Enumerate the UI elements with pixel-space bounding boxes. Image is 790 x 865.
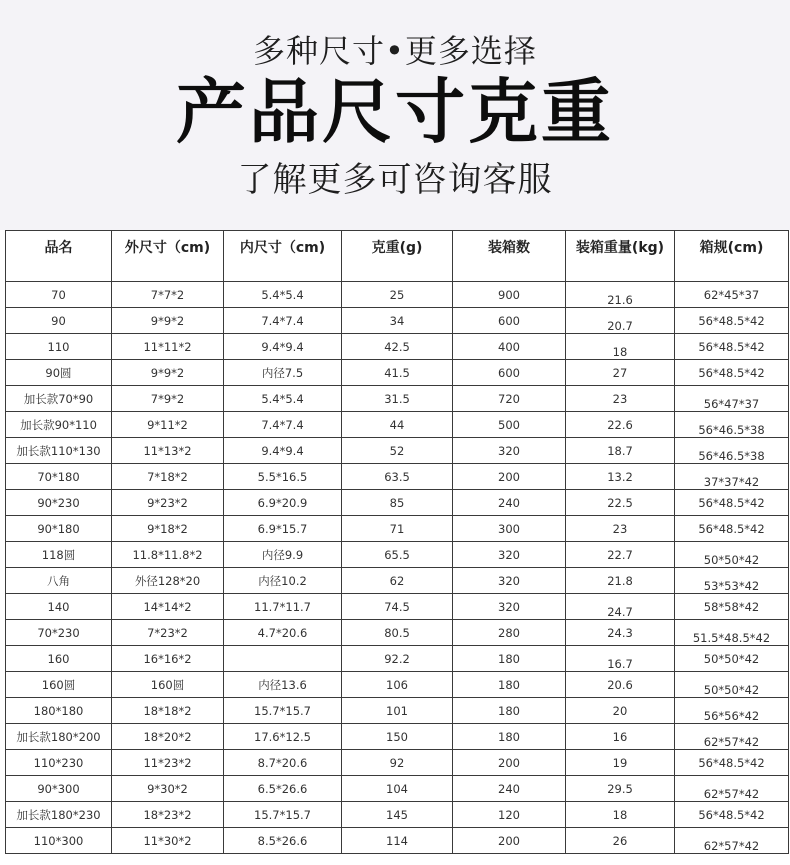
cell-box-quantity: 200 [453,464,566,490]
cell-outer-size: 11*13*2 [112,438,224,464]
cell-box-quantity: 320 [453,568,566,594]
cell-weight: 150 [342,724,453,750]
cell-box-quantity: 180 [453,724,566,750]
cell-box-size: 56*47*37 [675,386,789,412]
cell-box-quantity: 300 [453,516,566,542]
cell-outer-size: 7*18*2 [112,464,224,490]
cell-weight: 65.5 [342,542,453,568]
cell-box-weight: 22.7 [566,542,675,568]
cell-box-weight: 23 [566,516,675,542]
cell-box-quantity: 600 [453,360,566,386]
table-row [6,802,789,828]
cell-weight: 44 [342,412,453,438]
cell-box-quantity: 200 [453,828,566,854]
cell-product-name: 90*300 [6,776,112,802]
table-row [6,308,789,334]
cell-product-name: 加长款180*230 [6,802,112,828]
cell-inner-size: 5.5*16.5 [224,464,342,490]
table-row [6,828,789,854]
column-header-weight: 克重(g) [342,231,453,282]
cell-box-weight: 20 [566,698,675,724]
cell-box-size: 56*48.5*42 [675,308,789,334]
table-row [6,282,789,308]
cell-product-name: 加长款70*90 [6,386,112,412]
cell-inner-size: 7.4*7.4 [224,412,342,438]
header-subtitle-top: 多种尺寸•更多选择 [253,32,537,70]
size-weight-table [5,230,789,854]
cell-box-weight: 21.8 [566,568,675,594]
cell-weight: 42.5 [342,334,453,360]
cell-product-name: 110 [6,334,112,360]
cell-product-name: 加长款110*130 [6,438,112,464]
cell-box-size: 62*57*42 [675,828,789,854]
cell-outer-size: 16*16*2 [112,646,224,672]
cell-product-name: 160 [6,646,112,672]
cell-outer-size: 7*7*2 [112,282,224,308]
table-body [6,282,789,854]
cell-box-weight: 24.3 [566,620,675,646]
cell-box-quantity: 180 [453,698,566,724]
cell-box-quantity: 320 [453,438,566,464]
table-row [6,776,789,802]
table-row [6,750,789,776]
cell-inner-size: 6.5*26.6 [224,776,342,802]
cell-product-name: 八角 [6,568,112,594]
cell-box-quantity: 400 [453,334,566,360]
cell-box-size: 56*48.5*42 [675,516,789,542]
cell-box-size: 50*50*42 [675,646,789,672]
table-row [6,620,789,646]
table-row [6,594,789,620]
cell-inner-size: 5.4*5.4 [224,282,342,308]
cell-box-size: 56*48.5*42 [675,334,789,360]
cell-inner-size [224,646,342,672]
cell-weight: 80.5 [342,620,453,646]
cell-box-weight: 20.7 [566,308,675,334]
cell-outer-size: 9*11*2 [112,412,224,438]
cell-box-weight: 18 [566,802,675,828]
cell-box-quantity: 720 [453,386,566,412]
cell-box-size: 62*57*42 [675,776,789,802]
cell-weight: 74.5 [342,594,453,620]
cell-inner-size: 6.9*15.7 [224,516,342,542]
column-header-product-name: 品名 [6,231,112,282]
cell-product-name: 90 [6,308,112,334]
cell-box-weight: 16 [566,724,675,750]
cell-box-weight: 18 [566,334,675,360]
cell-outer-size: 7*9*2 [112,386,224,412]
cell-inner-size: 5.4*5.4 [224,386,342,412]
cell-box-weight: 22.5 [566,490,675,516]
cell-weight: 101 [342,698,453,724]
table-row [6,464,789,490]
cell-outer-size: 18*23*2 [112,802,224,828]
cell-box-size: 56*56*42 [675,698,789,724]
cell-weight: 63.5 [342,464,453,490]
table-row [6,724,789,750]
table-row [6,516,789,542]
cell-product-name: 90*230 [6,490,112,516]
column-header-box-quantity: 装箱数 [453,231,566,282]
cell-inner-size: 9.4*9.4 [224,438,342,464]
cell-product-name: 90圆 [6,360,112,386]
cell-weight: 41.5 [342,360,453,386]
table-row [6,334,789,360]
cell-box-size: 62*45*37 [675,282,789,308]
cell-weight: 92 [342,750,453,776]
table-row [6,412,789,438]
cell-product-name: 160圆 [6,672,112,698]
cell-box-weight: 21.6 [566,282,675,308]
cell-box-size: 56*48.5*42 [675,360,789,386]
cell-product-name: 70 [6,282,112,308]
cell-weight: 52 [342,438,453,464]
table-row [6,360,789,386]
cell-box-weight: 20.6 [566,672,675,698]
cell-box-size: 53*53*42 [675,568,789,594]
cell-weight: 92.2 [342,646,453,672]
cell-box-quantity: 180 [453,646,566,672]
table-row [6,568,789,594]
header-subtitle-bottom: 了解更多可咨询客服 [237,160,553,200]
cell-inner-size: 内径9.9 [224,542,342,568]
cell-weight: 106 [342,672,453,698]
cell-box-size: 56*48.5*42 [675,802,789,828]
cell-weight: 145 [342,802,453,828]
column-header-inner-size: 内尺寸（cm) [224,231,342,282]
cell-product-name: 180*180 [6,698,112,724]
cell-box-size: 51.5*48.5*42 [675,620,789,646]
cell-outer-size: 9*18*2 [112,516,224,542]
cell-box-quantity: 900 [453,282,566,308]
cell-weight: 34 [342,308,453,334]
cell-box-weight: 22.6 [566,412,675,438]
table-header-row [6,231,789,282]
cell-product-name: 118圆 [6,542,112,568]
cell-outer-size: 9*9*2 [112,308,224,334]
cell-inner-size: 内径7.5 [224,360,342,386]
cell-box-weight: 29.5 [566,776,675,802]
table-row [6,672,789,698]
cell-outer-size: 160圆 [112,672,224,698]
cell-box-quantity: 320 [453,594,566,620]
cell-box-quantity: 600 [453,308,566,334]
cell-box-weight: 23 [566,386,675,412]
cell-product-name: 140 [6,594,112,620]
cell-box-weight: 19 [566,750,675,776]
cell-inner-size: 15.7*15.7 [224,698,342,724]
table-row [6,490,789,516]
cell-box-quantity: 240 [453,776,566,802]
cell-box-size: 56*46.5*38 [675,412,789,438]
cell-outer-size: 14*14*2 [112,594,224,620]
cell-box-size: 56*48.5*42 [675,750,789,776]
cell-box-quantity: 180 [453,672,566,698]
cell-inner-size: 7.4*7.4 [224,308,342,334]
cell-weight: 62 [342,568,453,594]
cell-weight: 114 [342,828,453,854]
page-header [0,0,790,230]
cell-inner-size: 15.7*15.7 [224,802,342,828]
cell-product-name: 90*180 [6,516,112,542]
table-row [6,542,789,568]
cell-inner-size: 9.4*9.4 [224,334,342,360]
table-row [6,646,789,672]
cell-outer-size: 11.8*11.8*2 [112,542,224,568]
cell-inner-size: 内径13.6 [224,672,342,698]
cell-box-size: 50*50*42 [675,542,789,568]
cell-box-quantity: 280 [453,620,566,646]
column-header-outer-size: 外尺寸（cm) [112,231,224,282]
cell-product-name: 加长款180*200 [6,724,112,750]
cell-product-name: 110*300 [6,828,112,854]
column-header-box-weight: 装箱重量(kg) [566,231,675,282]
cell-box-size: 58*58*42 [675,594,789,620]
cell-product-name: 110*230 [6,750,112,776]
table-row [6,698,789,724]
cell-product-name: 70*230 [6,620,112,646]
cell-weight: 71 [342,516,453,542]
cell-box-weight: 26 [566,828,675,854]
cell-outer-size: 11*11*2 [112,334,224,360]
cell-box-weight: 24.7 [566,594,675,620]
cell-outer-size: 外径128*20 [112,568,224,594]
cell-outer-size: 9*9*2 [112,360,224,386]
cell-box-quantity: 200 [453,750,566,776]
cell-outer-size: 9*30*2 [112,776,224,802]
cell-inner-size: 6.9*20.9 [224,490,342,516]
cell-inner-size: 11.7*11.7 [224,594,342,620]
cell-box-size: 56*48.5*42 [675,490,789,516]
cell-inner-size: 4.7*20.6 [224,620,342,646]
cell-weight: 85 [342,490,453,516]
cell-box-weight: 16.7 [566,646,675,672]
cell-inner-size: 8.7*20.6 [224,750,342,776]
cell-box-size: 37*37*42 [675,464,789,490]
cell-box-weight: 18.7 [566,438,675,464]
column-header-box-size: 箱规(cm) [675,231,789,282]
table-row [6,438,789,464]
cell-inner-size: 17.6*12.5 [224,724,342,750]
cell-box-size: 50*50*42 [675,672,789,698]
cell-product-name: 加长款90*110 [6,412,112,438]
cell-outer-size: 18*20*2 [112,724,224,750]
cell-box-quantity: 120 [453,802,566,828]
cell-box-quantity: 240 [453,490,566,516]
header-main-title: 产品尺寸克重 [176,71,614,153]
cell-box-size: 62*57*42 [675,724,789,750]
cell-outer-size: 11*30*2 [112,828,224,854]
cell-box-size: 56*46.5*38 [675,438,789,464]
cell-outer-size: 7*23*2 [112,620,224,646]
cell-product-name: 70*180 [6,464,112,490]
cell-outer-size: 18*18*2 [112,698,224,724]
cell-weight: 104 [342,776,453,802]
table-row [6,386,789,412]
cell-box-quantity: 500 [453,412,566,438]
cell-outer-size: 9*23*2 [112,490,224,516]
cell-inner-size: 内径10.2 [224,568,342,594]
cell-box-weight: 27 [566,360,675,386]
cell-weight: 31.5 [342,386,453,412]
cell-weight: 25 [342,282,453,308]
cell-inner-size: 8.5*26.6 [224,828,342,854]
cell-box-quantity: 320 [453,542,566,568]
cell-outer-size: 11*23*2 [112,750,224,776]
cell-box-weight: 13.2 [566,464,675,490]
